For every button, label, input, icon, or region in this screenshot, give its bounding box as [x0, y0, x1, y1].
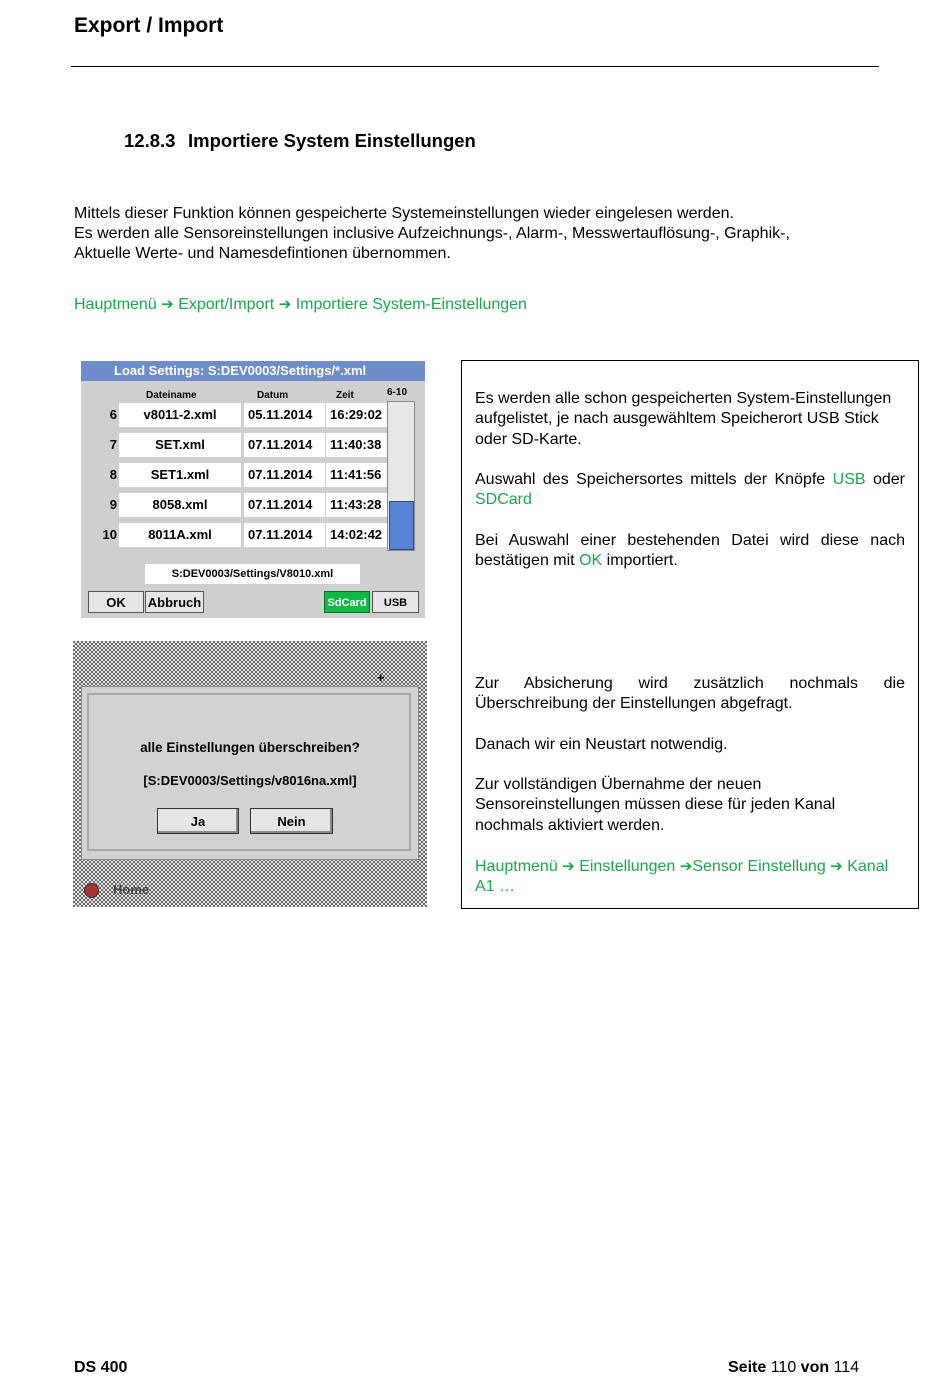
section-title: Importiere System Einstellungen [188, 130, 476, 151]
load-settings-title: Load Settings: S:DEV0003/Settings/*.xml [114, 363, 367, 378]
footer-page: 110 [770, 1359, 797, 1376]
dialog-question: alle Einstellungen überschreiben? [140, 740, 360, 755]
arrow-right-icon: ➔ [278, 296, 292, 313]
row-date: 07.11.2014 [244, 523, 325, 547]
row-time: 11:43:28 [326, 493, 397, 517]
row-time: 14:02:42 [326, 523, 397, 547]
row-date: 07.11.2014 [244, 493, 325, 517]
menu-path-export-import: Export/Import [178, 296, 275, 313]
confirm-overwrite-screenshot [73, 641, 427, 907]
dialog-panel [87, 693, 411, 851]
ok-button[interactable]: OK [88, 591, 144, 613]
menu-path-channel: Kanal A1 … [475, 858, 889, 896]
column-header-filename: Dateiname [146, 390, 197, 401]
explanation-p3 [475, 531, 905, 572]
row-filename: 8058.xml [119, 493, 241, 517]
explanation-menu-path [475, 857, 905, 898]
explanation-p3-end: importiert. [602, 552, 678, 570]
load-settings-title-bar [81, 361, 425, 381]
ok-keyword: OK [579, 552, 603, 570]
file-row[interactable] [91, 491, 383, 519]
footer-product: DS 400 [74, 1359, 128, 1376]
intro-paragraph [74, 204, 894, 264]
sdcard-button[interactable]: SdCard [324, 591, 370, 613]
header-divider [71, 66, 879, 67]
intro-line-3: Aktuelle Werte- und Namesdefintionen übernommen. [74, 245, 451, 262]
file-row[interactable] [91, 521, 383, 549]
intro-line-2: Es werden alle Sensoreinstellungen inclusive Aufzeichnungs-, Alarm-, Messwertauflösung-, Graphik-, [74, 225, 790, 242]
home-icon [84, 883, 99, 898]
row-filename: v8011-2.xml [119, 403, 241, 427]
yes-button[interactable]: Ja [157, 808, 239, 834]
row-date: 07.11.2014 [244, 433, 325, 457]
menu-path-settings: Einstellungen [579, 858, 676, 875]
row-time: 16:29:02 [326, 403, 397, 427]
row-time: 11:40:38 [326, 433, 397, 457]
no-button[interactable]: Nein [250, 808, 333, 834]
selected-file-path: S:DEV0003/Settings/V8010.xml [145, 564, 360, 584]
page-range: 6-10 [387, 387, 408, 398]
menu-path-main: Hauptmenü [475, 858, 558, 875]
load-settings-screenshot [81, 361, 425, 618]
explanation-p6: Zur vollständigen Übernahme der neuen Sensoreinstellungen müssen diese für jeden Kanal nochmals aktiviert werden. [475, 776, 836, 834]
home-label: Home [113, 882, 150, 897]
row-filename: 8011A.xml [119, 523, 241, 547]
arrow-right-icon: ➔ [562, 858, 575, 875]
sdcard-keyword: SDCard [475, 491, 532, 509]
section-heading [124, 130, 476, 152]
usb-keyword: USB [832, 471, 866, 488]
intro-line-1: Mittels dieser Funktion können gespeicherte Systemeinstellungen wieder eingelesen werden. [74, 205, 734, 222]
menu-path-sensor-settings: Sensor Einstellung [692, 858, 826, 875]
usb-button[interactable]: USB [372, 591, 419, 613]
row-index: 7 [109, 437, 117, 452]
file-row[interactable] [91, 401, 383, 429]
footer-von: von [800, 1359, 830, 1376]
row-date: 07.11.2014 [244, 463, 325, 487]
page-header-title: Export / Import [74, 14, 224, 37]
arrow-right-icon: ➔ [679, 858, 693, 875]
menu-path-import-settings: Importiere System-Einstellungen [295, 296, 527, 313]
row-index: 10 [102, 527, 117, 542]
menu-path-main: Hauptmenü [74, 296, 157, 313]
explanation-p2-text: Auswahl des Speichersortes mittels der Knöpfe [475, 471, 833, 488]
explanation-p1: Es werden alle schon gespeicherten System-Einstellungen aufgelistet, je nach ausgewähltem Speicherort USB Stick oder SD-Karte. [475, 390, 892, 448]
file-row[interactable] [91, 461, 383, 489]
scrollbar-thumb[interactable] [389, 501, 414, 550]
arrow-right-icon: ➔ [830, 858, 843, 875]
row-time: 11:41:56 [326, 463, 397, 487]
column-header-time: Zeit [336, 390, 354, 401]
row-filename: SET1.xml [119, 463, 241, 487]
arrow-right-icon: ➔ [161, 296, 174, 313]
menu-path [74, 295, 527, 314]
row-index: 6 [109, 407, 117, 422]
explanation-p2-or: oder [865, 471, 905, 488]
cancel-button[interactable]: Abbruch [145, 591, 204, 613]
file-row[interactable] [91, 431, 383, 459]
section-number: 12.8.3 [124, 130, 176, 151]
plus-icon: + [377, 670, 385, 685]
footer-total: 114 [833, 1359, 860, 1376]
home-button[interactable] [75, 875, 237, 905]
row-filename: SET.xml [119, 433, 241, 457]
row-index: 8 [109, 467, 117, 482]
footer-seite: Seite [728, 1359, 767, 1376]
footer-page-number [728, 1359, 859, 1377]
column-header-date: Datum [257, 390, 289, 401]
explanation-p2 [475, 470, 905, 511]
explanation-p4: Zur Absicherung wird zusätzlich nochmals die Überschreibung der Einstellungen abgefragt. [475, 675, 905, 713]
row-index: 9 [109, 497, 117, 512]
explanation-p3-text: Bei Auswahl einer bestehenden Datei wird diese nach bestätigen mit [475, 532, 905, 570]
explanation-p5: Danach wir ein Neustart notwendig. [475, 736, 728, 753]
dialog-file-path: [S:DEV0003/Settings/v8016na.xml] [143, 773, 357, 788]
row-date: 05.11.2014 [244, 403, 325, 427]
